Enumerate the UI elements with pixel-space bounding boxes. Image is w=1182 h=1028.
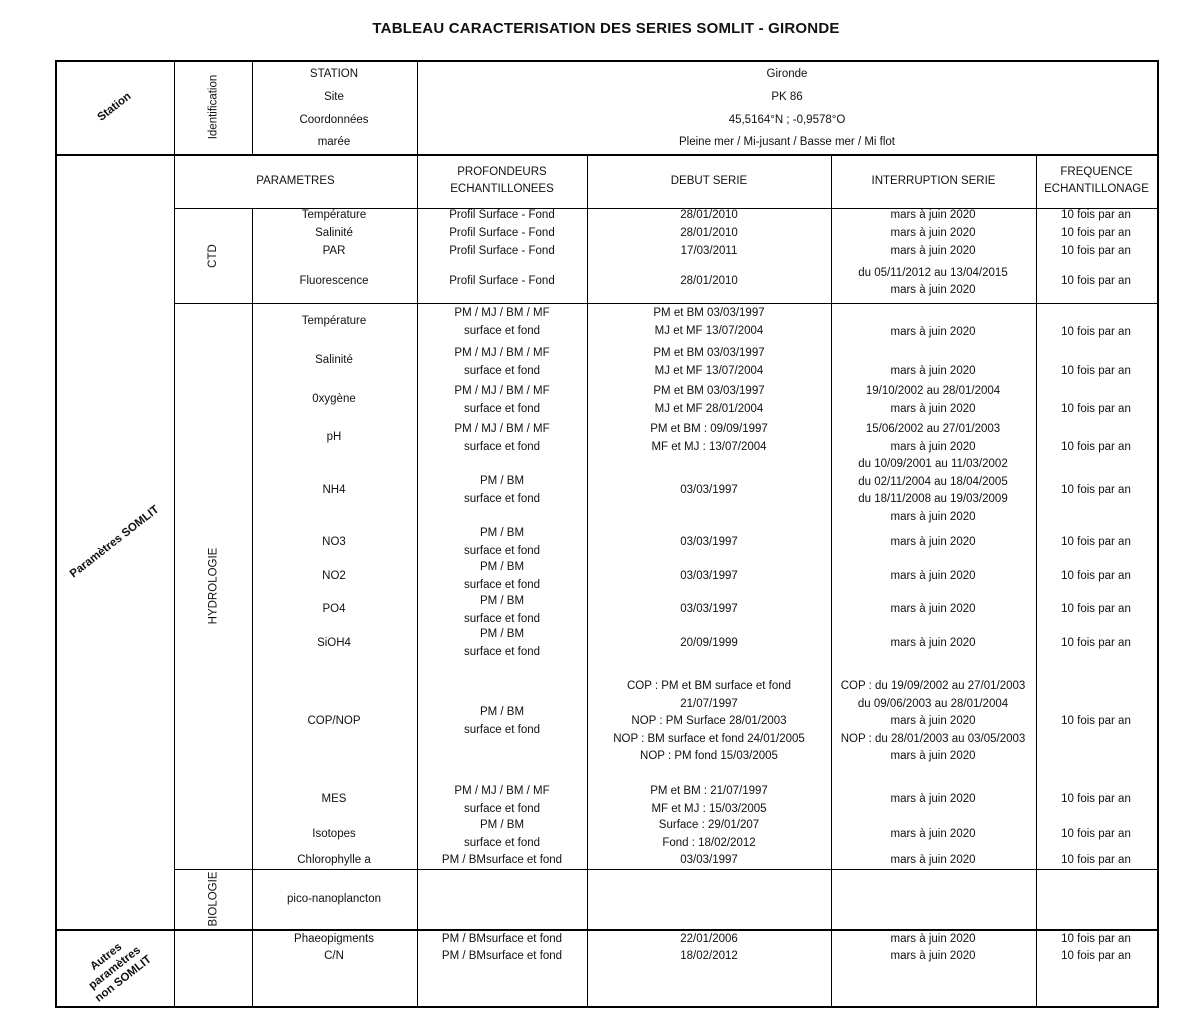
identification-label: STATION: [309, 68, 359, 80]
hydro-debut: PM et BM 03/03/1997: [653, 385, 765, 397]
group-ctd: CTD: [206, 243, 219, 268]
identification-value: 45,5164°N ; -0,9578°O: [728, 114, 846, 126]
hydro-interruption: mars à juin 2020: [890, 441, 976, 453]
hydro-frequence: 10 fois par an: [1061, 441, 1131, 453]
autres-frequence: 10 fois par an: [1061, 950, 1131, 962]
identification-label: Site: [324, 91, 344, 103]
hydro-interruption: 19/10/2002 au 28/01/2004: [865, 385, 1001, 397]
autres-debut: 18/02/2012: [680, 950, 738, 962]
ctd-interruption: mars à juin 2020: [890, 227, 976, 239]
hydro-profondeur: PM / BM: [479, 595, 525, 607]
hydro-param: NO2: [322, 570, 346, 582]
table-rule: [174, 869, 1157, 870]
hydro-debut: 03/03/1997: [680, 854, 738, 866]
hydro-profondeur: PM / BMsurface et fond: [441, 854, 563, 866]
hydro-debut: COP : PM et BM surface et fond: [626, 680, 792, 692]
ctd-debut: 17/03/2011: [680, 245, 738, 257]
hydro-interruption: du 02/11/2004 au 18/04/2005: [858, 475, 1008, 488]
autres-interruption: mars à juin 2020: [890, 950, 976, 962]
table-rule: [1036, 154, 1037, 1006]
section-identification: Identification: [206, 74, 219, 140]
hydro-frequence: 10 fois par an: [1061, 603, 1131, 615]
hydro-frequence: 10 fois par an: [1061, 326, 1131, 338]
hydro-interruption: NOP : du 28/01/2003 au 03/05/2003: [840, 732, 1026, 745]
hydro-interruption: mars à juin 2020: [890, 510, 976, 523]
hydro-interruption: mars à juin 2020: [890, 793, 976, 805]
ctd-debut: 28/01/2010: [680, 275, 738, 287]
ctd-profondeur: Profil Surface - Fond: [449, 227, 555, 239]
hydro-profondeur: surface et fond: [463, 724, 541, 736]
hydro-debut: MJ et MF 13/07/2004: [654, 365, 764, 377]
hydro-profondeur: PM / MJ / BM / MF: [454, 385, 550, 397]
hydro-param: NO3: [322, 536, 346, 548]
table-rule: [55, 929, 1158, 931]
autres-profondeur: PM / BMsurface et fond: [441, 950, 563, 962]
ctd-interruption: mars à juin 2020: [890, 245, 976, 257]
hydro-interruption: mars à juin 2020: [890, 326, 976, 338]
hydro-param: 0xygène: [312, 393, 356, 405]
autres-debut: 22/01/2006: [680, 933, 738, 945]
hydro-frequence: 10 fois par an: [1061, 793, 1131, 805]
hydro-interruption: mars à juin 2020: [890, 570, 976, 582]
hydro-debut: Fond : 18/02/2012: [662, 837, 756, 849]
hydro-param: PO4: [322, 603, 346, 615]
hydro-debut: 03/03/1997: [680, 603, 738, 615]
hydro-debut: 03/03/1997: [680, 570, 738, 582]
autres-param: Phaeopigments: [294, 933, 374, 945]
hydro-interruption: mars à juin 2020: [890, 715, 976, 727]
identification-value: PK 86: [771, 91, 803, 103]
hydro-debut: 21/07/1997: [680, 697, 738, 710]
hydro-interruption: mars à juin 2020: [890, 750, 976, 762]
hydro-param: Température: [301, 315, 367, 327]
header-profondeurs: PROFONDEURS ECHANTILLONEES: [450, 166, 554, 195]
hydro-frequence: 10 fois par an: [1061, 828, 1131, 840]
ctd-frequence: 10 fois par an: [1061, 275, 1131, 287]
hydro-profondeur: PM / BM: [479, 706, 525, 718]
hydro-param: pH: [326, 431, 342, 443]
header-frequence: FREQUENCE ECHANTILLONAGE: [1044, 166, 1149, 195]
hydro-debut: MF et MJ : 13/07/2004: [651, 441, 767, 453]
hydro-profondeur: PM / MJ / BM / MF: [454, 785, 550, 797]
hydro-interruption: du 09/06/2003 au 28/01/2004: [857, 697, 1009, 710]
hydro-debut: PM et BM 03/03/1997: [653, 347, 765, 359]
hydro-debut: NOP : BM surface et fond 24/01/2005: [613, 732, 805, 745]
hydro-profondeur: PM / BM: [479, 561, 525, 573]
hydro-debut: PM et BM : 09/09/1997: [650, 423, 768, 435]
hydro-debut: NOP : PM Surface 28/01/2003: [631, 715, 787, 727]
hydro-frequence: 10 fois par an: [1061, 403, 1131, 415]
hydro-param: Isotopes: [312, 828, 356, 840]
ctd-param: Salinité: [315, 227, 353, 239]
hydro-profondeur: surface et fond: [463, 646, 541, 658]
hydro-frequence: 10 fois par an: [1061, 484, 1131, 496]
ctd-param: Fluorescence: [299, 275, 369, 287]
hydro-profondeur: PM / BM: [479, 819, 525, 831]
hydro-debut: MJ et MF 13/07/2004: [654, 325, 764, 337]
header-debut-serie: DEBUT SERIE: [670, 174, 748, 187]
hydro-profondeur: surface et fond: [463, 493, 541, 505]
table-rule: [55, 1006, 1158, 1008]
hydro-interruption: mars à juin 2020: [890, 603, 976, 615]
ctd-profondeur: Profil Surface - Fond: [449, 245, 555, 257]
hydro-profondeur: surface et fond: [463, 837, 541, 849]
hydro-param: SiOH4: [317, 637, 351, 649]
hydro-profondeur: surface et fond: [463, 365, 541, 377]
hydro-profondeur: surface et fond: [463, 441, 541, 453]
ctd-param: PAR: [322, 245, 346, 257]
hydro-interruption: mars à juin 2020: [890, 854, 976, 866]
hydro-debut: 20/09/1999: [680, 637, 738, 649]
identification-value: Gironde: [766, 68, 808, 80]
table-rule: [587, 154, 588, 1006]
hydro-param: MES: [321, 793, 347, 805]
table-rule: [1157, 60, 1159, 1008]
hydro-profondeur: surface et fond: [463, 803, 541, 815]
identification-label: marée: [317, 136, 351, 148]
table-rule: [252, 208, 253, 1006]
bio-param: pico-nanoplancton: [287, 893, 381, 905]
autres-frequence: 10 fois par an: [1061, 933, 1131, 945]
autres-profondeur: PM / BMsurface et fond: [441, 933, 563, 945]
hydro-interruption: mars à juin 2020: [890, 536, 976, 548]
hydro-param: COP/NOP: [307, 715, 361, 727]
table-rule: [252, 60, 253, 154]
ctd-debut: 28/01/2010: [680, 227, 738, 239]
identification-label: Coordonnées: [299, 114, 369, 126]
hydro-interruption: mars à juin 2020: [890, 828, 976, 840]
table-rule: [174, 303, 1157, 304]
ctd-profondeur: Profil Surface - Fond: [449, 209, 555, 221]
hydro-frequence: 10 fois par an: [1061, 715, 1131, 727]
identification-value: Pleine mer / Mi-jusant / Basse mer / Mi flot: [678, 136, 896, 148]
header-interruption-serie: INTERRUPTION SERIE: [871, 174, 996, 187]
hydro-interruption: du 18/11/2008 au 19/03/2009: [858, 493, 1008, 505]
table-rule: [831, 154, 832, 1006]
hydro-profondeur: surface et fond: [463, 579, 541, 591]
group-biologie: BIOLOGIE: [207, 871, 219, 927]
hydro-param: NH4: [322, 484, 346, 496]
hydro-profondeur: PM / MJ / BM / MF: [454, 423, 550, 435]
hydro-debut: Surface : 29/01/207: [658, 819, 760, 831]
hydro-param: Chlorophylle a: [297, 854, 371, 866]
ctd-profondeur: Profil Surface - Fond: [449, 275, 555, 287]
hydro-profondeur: PM / MJ / BM / MF: [454, 307, 550, 319]
section-station: Station: [95, 90, 134, 124]
section-autres-parametres: Autres paramètres non SOMLIT: [86, 941, 154, 1005]
hydro-profondeur: surface et fond: [463, 403, 541, 415]
hydro-profondeur: surface et fond: [463, 325, 541, 337]
ctd-interruption: mars à juin 2020: [890, 284, 976, 296]
hydro-interruption: 15/06/2002 au 27/01/2003: [865, 423, 1001, 435]
ctd-interruption: mars à juin 2020: [890, 209, 976, 221]
hydro-debut: PM et BM 03/03/1997: [653, 307, 765, 319]
hydro-profondeur: PM / BM: [479, 628, 525, 640]
ctd-interruption: du 05/11/2012 au 13/04/2015: [858, 267, 1008, 279]
hydro-debut: 03/03/1997: [680, 484, 738, 496]
hydro-debut: 03/03/1997: [680, 536, 738, 548]
hydro-interruption: mars à juin 2020: [890, 403, 976, 415]
hydro-frequence: 10 fois par an: [1061, 854, 1131, 866]
hydro-profondeur: PM / BM: [479, 475, 525, 487]
hydro-frequence: 10 fois par an: [1061, 637, 1131, 649]
ctd-param: Température: [301, 209, 367, 221]
hydro-interruption: COP : du 19/09/2002 au 27/01/2003: [840, 680, 1026, 692]
hydro-param: Salinité: [315, 354, 353, 366]
hydro-debut: PM et BM : 21/07/1997: [650, 785, 768, 797]
hydro-profondeur: surface et fond: [463, 545, 541, 557]
hydro-profondeur: surface et fond: [463, 613, 541, 625]
group-hydrologie: HYDROLOGIE: [207, 547, 219, 625]
ctd-frequence: 10 fois par an: [1061, 245, 1131, 257]
hydro-interruption: mars à juin 2020: [890, 637, 976, 649]
hydro-profondeur: PM / MJ / BM / MF: [454, 347, 550, 359]
hydro-frequence: 10 fois par an: [1061, 536, 1131, 548]
autres-interruption: mars à juin 2020: [890, 933, 976, 945]
hydro-debut: NOP : PM fond 15/03/2005: [640, 750, 778, 762]
hydro-debut: MF et MJ : 15/03/2005: [651, 803, 767, 815]
hydro-frequence: 10 fois par an: [1061, 570, 1131, 582]
page-title: TABLEAU CARACTERISATION DES SERIES SOMLIT - GIRONDE: [372, 20, 840, 37]
hydro-interruption: mars à juin 2020: [890, 365, 976, 377]
ctd-debut: 28/01/2010: [680, 209, 738, 221]
hydro-frequence: 10 fois par an: [1061, 365, 1131, 377]
hydro-interruption: du 10/09/2001 au 11/03/2002: [858, 458, 1008, 470]
section-parametres-somlit: Paramètres SOMLIT: [67, 503, 162, 580]
ctd-frequence: 10 fois par an: [1061, 227, 1131, 239]
hydro-profondeur: PM / BM: [479, 527, 525, 539]
header-parametres: PARAMETRES: [256, 174, 335, 187]
autres-param: C/N: [324, 950, 344, 962]
ctd-frequence: 10 fois par an: [1061, 209, 1131, 221]
hydro-debut: MJ et MF 28/01/2004: [654, 403, 764, 415]
